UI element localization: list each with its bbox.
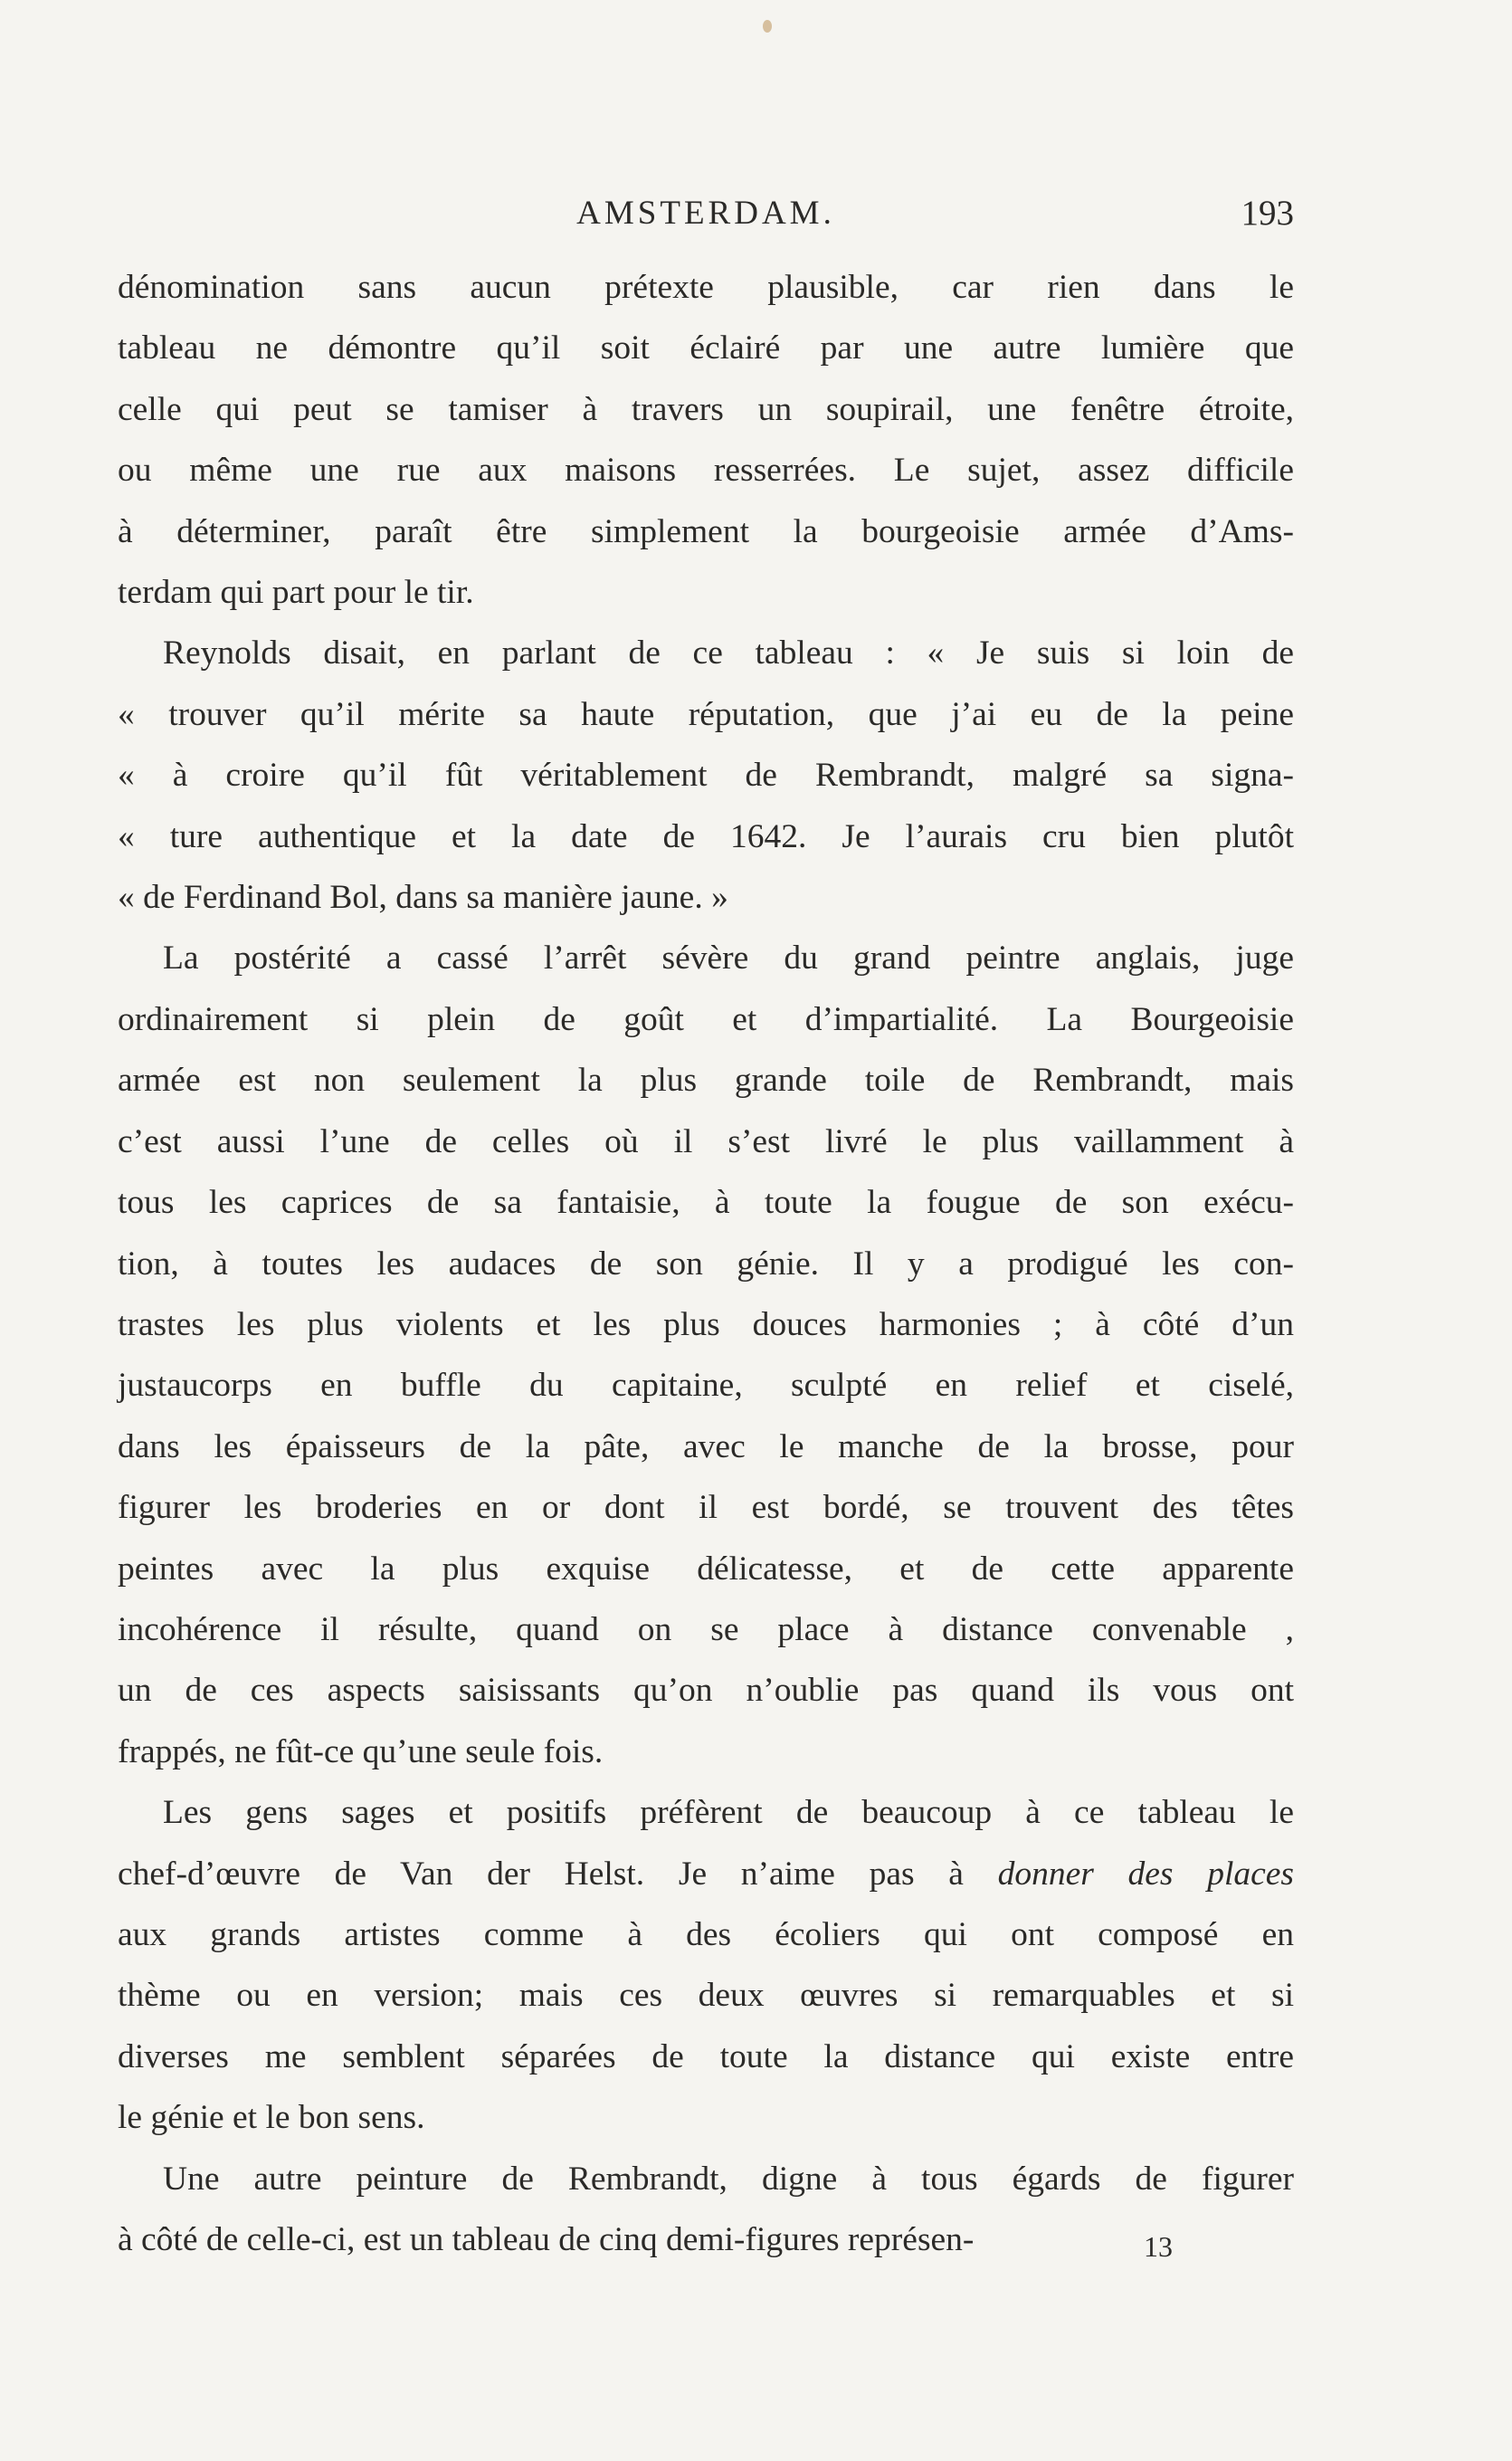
text-line: tableau ne démontre qu’il soit éclairé par une autre lumière que [118,329,1294,367]
paragraph [118,257,1294,623]
text-line: La postérité a cassé l’arrêt sévère du grand peintre anglais, juge [163,940,1294,978]
text-line: armée est non seulement la plus grande toile de Rembrandt, mais [118,1062,1294,1100]
text-line: « trouver qu’il mérite sa haute réputation, que j’ai eu de la peine [118,695,1294,733]
italic-phrase: donner des places [997,1855,1294,1893]
text-line: tous les caprices de sa fantaisie, à toute la fougue de son exécu- [118,1184,1294,1222]
text-line: le génie et le bon sens. [118,2099,425,2137]
paragraph [118,928,1294,1782]
text-line: ou même une rue aux maisons resserrées. Le sujet, assez difficile [118,452,1294,490]
text-line: c’est aussi l’une de celles où il s’est livré le plus vaillamment à [118,1122,1294,1160]
running-head: AMSTERDAM. [576,195,835,232]
text-line: « ture authentique et la date de 1642. Je l’aurais cru bien plutôt [118,817,1294,855]
text-line: tion, à toutes les audaces de son génie. Il y a prodigué les con- [118,1245,1294,1283]
text-line: thème ou en version; mais ces deux œuvres si remarquables et si [118,1977,1294,2015]
text-line: celle qui peut se tamiser à travers un soupirail, une fenêtre étroite, [118,390,1294,428]
text-line: terdam qui part pour le tir. [118,574,474,612]
paper-speck [763,20,772,33]
text-line: incohérence il résulte, quand on se place à distance convenable , [118,1610,1294,1648]
paragraph [118,623,1294,928]
text-line: « à croire qu’il fût véritablement de Rembrandt, malgré sa signa- [118,757,1294,795]
text-line: Une autre peinture de Rembrandt, digne à tous égards de figurer [163,2160,1294,2198]
text-line: figurer les broderies en or dont il est bordé, se trouvent des têtes [118,1489,1294,1527]
text-line: ordinairement si plein de goût et d’impartialité. La Bourgeoisie [118,1000,1294,1038]
text-line: peintes avec la plus exquise délicatesse, et de cette apparente [118,1550,1294,1588]
text-line: à côté de celle-ci, est un tableau de cinq demi-figures représen- [118,2221,975,2258]
paragraph [118,1782,1294,2148]
text-line: un de ces aspects saisissants qu’on n’oublie pas quand ils vous ont [118,1672,1294,1710]
text-line: dans les épaisseurs de la pâte, avec le manche de la brosse, pour [118,1427,1294,1465]
page-number: 193 [1241,194,1294,233]
text-line: dénomination sans aucun prétexte plausible, car rien dans le [118,269,1294,306]
text-line: Reynolds disait, en parlant de ce tableau : « Je suis si loin de [163,634,1294,672]
text-line: trastes les plus violents et les plus douces harmonies ; à côté d’un [118,1305,1294,1343]
text-line: à déterminer, paraît être simplement la bourgeoisie armée d’Ams- [118,512,1294,550]
signature-mark: 13 [1144,2230,1173,2263]
text-line: diverses me semblent séparées de toute la distance qui existe entre [118,2037,1294,2075]
text-line: frappés, ne fût-ce qu’une seule fois. [118,1732,604,1770]
page-header [118,186,1294,241]
text-line: chef-d’œuvre de Van der Helst. Je n’aime pas à donner des places [118,1855,1294,1893]
text-line: Les gens sages et positifs préfèrent de beaucoup à ce tableau le [163,1794,1294,1832]
text-line: justaucorps en buffle du capitaine, sculpté en relief et ciselé, [118,1367,1294,1405]
text-line: aux grands artistes comme à des écoliers qui ont composé en [118,1915,1294,1953]
body-text [118,257,1294,2270]
text-line: « de Ferdinand Bol, dans sa manière jaune. » [118,879,728,917]
